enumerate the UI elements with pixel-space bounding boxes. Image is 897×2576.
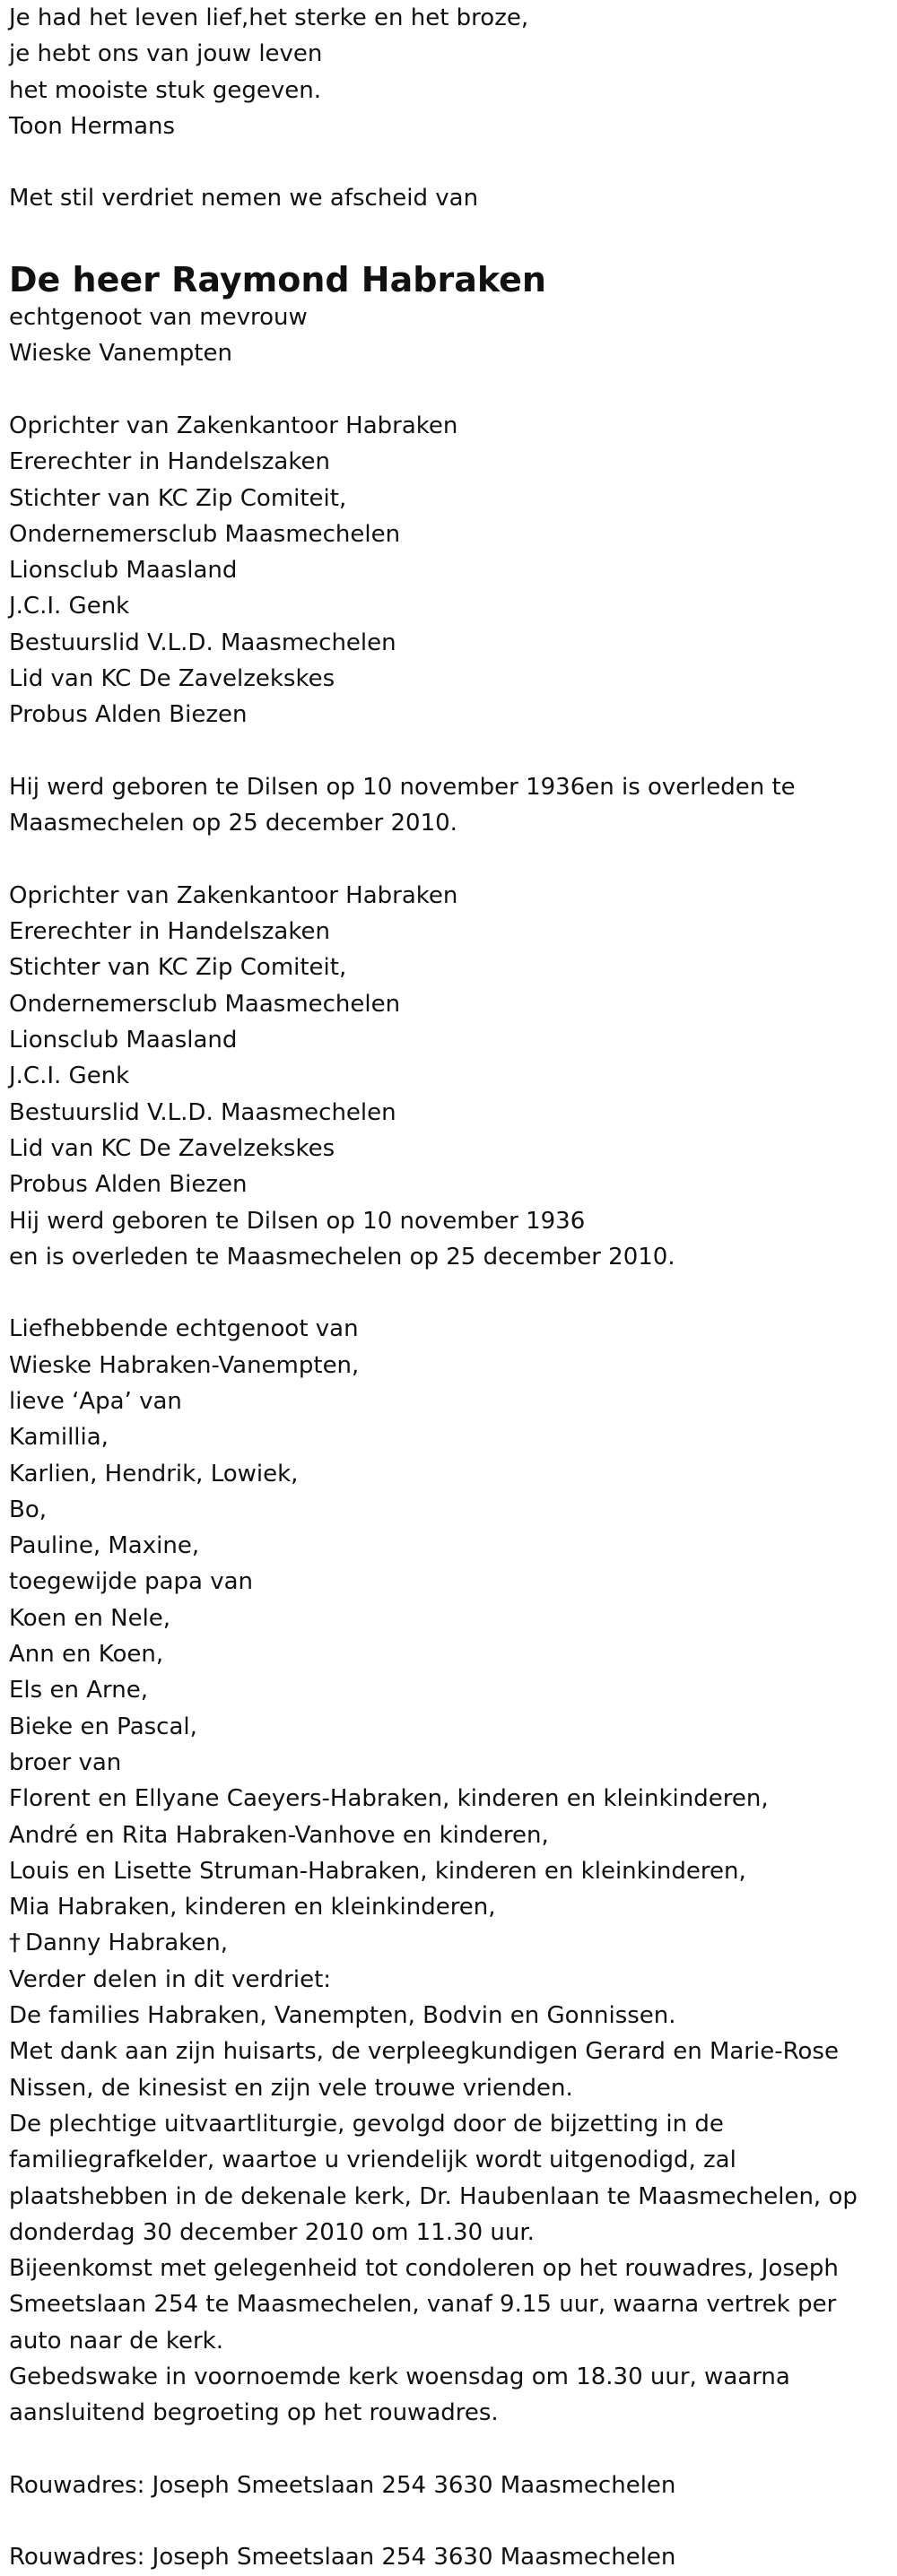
family-line: Florent en Ellyane Caeyers-Habraken, kinderen en kleinkinderen, [9, 1785, 769, 1813]
closing-text [9, 1962, 893, 2432]
function-item: Lid van KC De Zavelzekskes [9, 665, 335, 693]
function-item: J.C.I. Genk [9, 593, 130, 620]
closing-line: Met dank aan zijn huisarts, de verpleegkundigen Gerard en Marie-Rose [9, 2038, 839, 2066]
functions-list-2 [9, 878, 893, 1275]
function-item: Stichter van KC Zip Comiteit, [9, 954, 347, 982]
family-line: Bo, [9, 1496, 48, 1523]
spacer [9, 2503, 893, 2539]
family-line: Ann en Koen, [9, 1641, 164, 1669]
family-line: Koen en Nele, [9, 1604, 171, 1632]
birth-line: Hij werd geboren te Dilsen op 10 november 1936 [9, 1207, 586, 1235]
family-line: Wieske Habraken-Vanempten, [9, 1351, 360, 1379]
family-line: Pauline, Maxine, [9, 1532, 200, 1560]
closing-line: aansluitend begroeting op het rouwadres. [9, 2399, 499, 2427]
family-line: toegewijde papa van [9, 1568, 254, 1596]
deceased-sibling-name: Danny Habraken, [25, 1930, 229, 1957]
spacer [9, 2432, 893, 2468]
mourning-address: Rouwadres: Joseph Smeetslaan 254 3630 Maasmechelen [9, 2544, 676, 2572]
function-item: J.C.I. Genk [9, 1062, 130, 1090]
functions-list-1 [9, 408, 893, 733]
spacer [9, 842, 893, 878]
spacer [9, 1275, 893, 1311]
spouse-block [9, 299, 893, 372]
function-item: Stichter van KC Zip Comiteit, [9, 484, 347, 512]
intro-text: Met stil verdriet nemen we afscheid van [9, 185, 479, 212]
mourning-address: Rouwadres: Joseph Smeetslaan 254 3630 Maasmechelen [9, 2471, 676, 2499]
deceased-name: De heer Raymond Habraken [9, 260, 546, 300]
function-item: Bestuurslid V.L.D. Maasmechelen [9, 1098, 396, 1126]
function-item: Ondernemersclub Maasmechelen [9, 520, 401, 548]
spacer [9, 144, 893, 180]
poem-line: Je had het leven lief,het sterke en het broze, [9, 4, 529, 31]
spacer [9, 733, 893, 769]
function-item: Lionsclub Maasland [9, 557, 238, 585]
function-item: Oprichter van Zakenkantoor Habraken [9, 881, 458, 909]
spacer [9, 372, 893, 408]
function-item: Probus Alden Biezen [9, 701, 248, 729]
family-line: Louis en Lisette Struman-Habraken, kinderen en kleinkinderen, [9, 1857, 746, 1885]
function-item: Probus Alden Biezen [9, 1171, 248, 1199]
death-line: en is overleden te Maasmechelen op 25 december 2010. [9, 1243, 675, 1271]
function-item: Ondernemersclub Maasmechelen [9, 990, 401, 1018]
family-line: Kamillia, [9, 1424, 109, 1452]
family-line: Mia Habraken, kinderen en kleinkinderen, [9, 1894, 496, 1921]
closing-line: donderdag 30 december 2010 om 11.30 uur. [9, 2218, 535, 2246]
closing-line: Verder delen in dit verdriet: [9, 1965, 332, 1993]
cross-icon: † [9, 1930, 21, 1957]
family-line: André en Rita Habraken-Vanhove en kinderen, [9, 1821, 549, 1849]
spouse-line: echtgenoot van mevrouw [9, 304, 308, 332]
spacer [9, 217, 893, 253]
closing-line: Bijeenkomst met gelegenheid tot condoleren op het rouwadres, Joseph [9, 2255, 839, 2283]
closing-line: De families Habraken, Vanempten, Bodvin en Gonnissen. [9, 2002, 676, 2030]
function-item: Oprichter van Zakenkantoor Habraken [9, 412, 458, 439]
closing-line: plaatshebben in de dekenale kerk, Dr. Haubenlaan te Maasmechelen, op [9, 2182, 858, 2210]
birth-death-line: Hij werd geboren te Dilsen op 10 november 1936en is overleden te [9, 773, 796, 801]
closing-line: Gebedswake in voornoemde kerk woensdag om 18.30 uur, waarna [9, 2364, 790, 2390]
poem-line: je hebt ons van jouw leven [9, 40, 323, 68]
closing-line: Nissen, de kinesist en zijn vele trouwe vrienden. [9, 2074, 573, 2102]
obituary-document [9, 0, 893, 2576]
family-line: Els en Arne, [9, 1677, 148, 1704]
closing-line: De plechtige uitvaartliturgie, gevolgd door de bijzetting in de [9, 2110, 724, 2138]
function-item: Lid van KC De Zavelzekskes [9, 1134, 335, 1162]
function-item: Ererechter in Handelszaken [9, 448, 330, 476]
family-line: lieve ‘Apa’ van [9, 1387, 182, 1415]
family-line: Liefhebbende echtgenoot van [9, 1315, 359, 1343]
family-line: broer van [9, 1748, 122, 1776]
poem-line: het mooiste stuk gegeven. [9, 76, 321, 104]
closing-line: auto naar de kerk. [9, 2327, 223, 2355]
closing-line: familiegrafkelder, waartoe u vriendelijk wordt uitgenodigd, zal [9, 2147, 736, 2174]
birth-death-block [9, 769, 893, 842]
family-line: Karlien, Hendrik, Lowiek, [9, 1460, 299, 1487]
function-item: Bestuurslid V.L.D. Maasmechelen [9, 629, 396, 656]
family-line: Bieke en Pascal, [9, 1713, 197, 1740]
function-item: Lionsclub Maasland [9, 1027, 238, 1054]
poem-author: Toon Hermans [9, 112, 176, 140]
family-list [9, 1311, 893, 1961]
deceased-sibling-line [9, 1925, 893, 1961]
closing-line: Smeetslaan 254 te Maasmechelen, vanaf 9.15 uur, waarna vertrek per [9, 2291, 837, 2319]
poem [9, 0, 893, 144]
birth-death-line: Maasmechelen op 25 december 2010. [9, 810, 457, 837]
function-item: Ererechter in Handelszaken [9, 918, 330, 946]
spouse-line: Wieske Vanempten [9, 340, 232, 368]
